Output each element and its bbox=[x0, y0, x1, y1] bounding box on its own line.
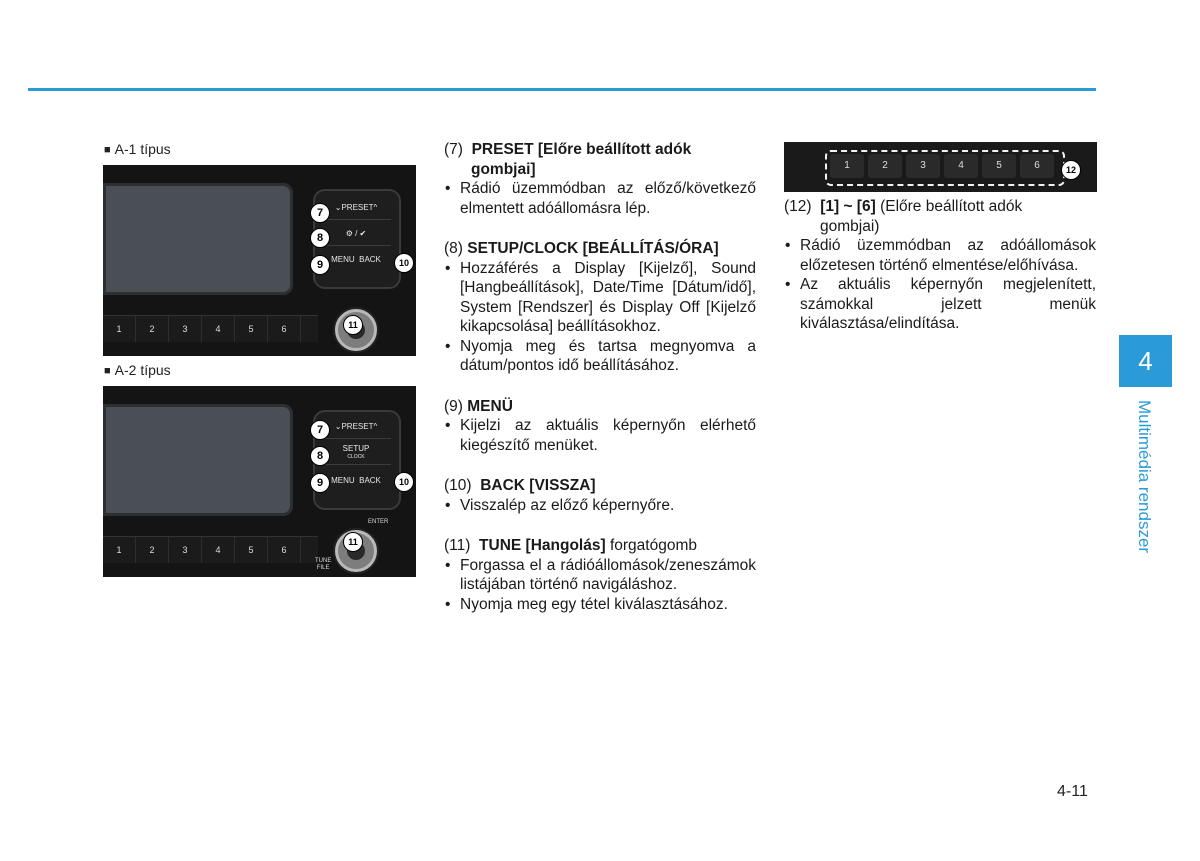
section-7-bullet-1: • Rádió üzemmódban az előző/következő elmentett adóállomásra lép. bbox=[444, 179, 756, 218]
section-12-heading-cont: gombjai) bbox=[820, 217, 880, 235]
section-7-heading-cont: gombjai] bbox=[471, 160, 536, 178]
enter-label: ENTER bbox=[368, 519, 389, 525]
callout-11: 11 bbox=[343, 315, 363, 335]
caption-a1: ■ A-1 típus bbox=[104, 141, 171, 157]
preset-num-2: 2 bbox=[136, 316, 169, 342]
section-10-bullet-1: • Visszalép az előző képernyőre. bbox=[444, 496, 756, 516]
preset-strip-2: 2 bbox=[868, 154, 902, 178]
callout-10: 10 bbox=[394, 253, 414, 273]
display-screen bbox=[103, 183, 293, 295]
section-9-bullet-1: • Kijelzi az aktuális képernyőn elérhető kiegészítő menüket. bbox=[444, 416, 756, 455]
section-11-bullet-1: • Forgassa el a rádióállomások/zeneszámok listájában történő navigáláshoz. bbox=[444, 556, 756, 595]
right-column bbox=[784, 197, 1096, 334]
preset-buttons-image bbox=[784, 142, 1097, 192]
callout-7: 7 bbox=[310, 203, 330, 223]
section-12-heading: (12) [1] ~ [6] (Előre beállított adók bbox=[784, 198, 1023, 215]
menu-back-row bbox=[321, 249, 391, 271]
page-number: 4-11 bbox=[1057, 783, 1088, 800]
preset-strip-6: 6 bbox=[1020, 154, 1054, 178]
header-rule bbox=[28, 88, 1096, 91]
section-12-bullet-2: • Az aktuális képernyőn megjelenített, számokkal jelzett menük kiválasztása/elindítása. bbox=[784, 275, 1096, 334]
menu-back-row bbox=[321, 470, 391, 492]
section-8-bullet-1: • Hozzáférés a Display [Kijelző], Sound [Hangbeállítások], Date/Time [Dátum/idő], System [Rendszer] és Display Off [Kijelző kikapcsolása] beállításokhoz. bbox=[444, 259, 756, 337]
caption-a2: ■ A-2 típus bbox=[104, 362, 171, 378]
preset-strip-5: 5 bbox=[982, 154, 1016, 178]
back-button-label: BACK bbox=[359, 476, 381, 485]
chapter-number-tab: 4 bbox=[1119, 335, 1172, 387]
tune-file-label: TUNE FILE bbox=[315, 558, 332, 571]
callout-11: 11 bbox=[343, 532, 363, 552]
back-button-label: BACK bbox=[359, 255, 381, 264]
preset-num-6: 6 bbox=[268, 316, 301, 342]
callout-9: 9 bbox=[310, 473, 330, 493]
callout-7: 7 bbox=[310, 420, 330, 440]
section-8-heading: (8) SETUP/CLOCK [BEÁLLÍTÁS/ÓRA] bbox=[444, 240, 719, 257]
callout-10: 10 bbox=[394, 472, 414, 492]
preset-button-label: ⌄PRESET^ bbox=[321, 416, 391, 439]
chapter-title: Multimédia rendszer bbox=[1135, 400, 1154, 554]
setup-clock-button-label: ⚙ / ✔ bbox=[321, 223, 391, 246]
section-12-bullet-1: • Rádió üzemmódban az adóállomások előzetesen történő elmentése/előhívása. bbox=[784, 236, 1096, 275]
menu-button-label: MENU bbox=[331, 476, 355, 485]
callout-8: 8 bbox=[310, 446, 330, 466]
callout-8: 8 bbox=[310, 228, 330, 248]
callout-12: 12 bbox=[1061, 160, 1081, 180]
preset-num-5: 5 bbox=[235, 316, 268, 342]
section-11-bullet-2: • Nyomja meg egy tétel kiválasztásához. bbox=[444, 595, 756, 615]
menu-button-label: MENU bbox=[331, 255, 355, 264]
preset-num-4: 4 bbox=[202, 537, 235, 563]
preset-num-3: 3 bbox=[169, 316, 202, 342]
preset-number-row bbox=[103, 536, 318, 563]
preset-num-3: 3 bbox=[169, 537, 202, 563]
preset-num-4: 4 bbox=[202, 316, 235, 342]
preset-num-1: 1 bbox=[103, 316, 136, 342]
preset-button-label: ⌄PRESET^ bbox=[321, 197, 391, 220]
preset-highlight-frame bbox=[825, 150, 1065, 186]
preset-num-2: 2 bbox=[136, 537, 169, 563]
section-7-heading: (7) PRESET [Előre beállított adók bbox=[444, 141, 692, 158]
preset-strip-4: 4 bbox=[944, 154, 978, 178]
preset-number-row bbox=[103, 315, 318, 342]
section-11-heading: (11) TUNE [Hangolás] forgatógomb bbox=[444, 537, 697, 554]
preset-num-1: 1 bbox=[103, 537, 136, 563]
panel-a2-image bbox=[103, 386, 416, 577]
display-screen bbox=[103, 404, 293, 516]
section-9-heading: (9) MENÜ bbox=[444, 397, 513, 415]
preset-num-6: 6 bbox=[268, 537, 301, 563]
setup-clock-button-label: SETUP CLOCK bbox=[321, 442, 391, 465]
section-8-bullet-2: • Nyomja meg és tartsa megnyomva a dátum/pontos idő beállításához. bbox=[444, 337, 756, 376]
panel-a1-image bbox=[103, 165, 416, 356]
preset-strip-1: 1 bbox=[830, 154, 864, 178]
callout-9: 9 bbox=[310, 255, 330, 275]
preset-strip-3: 3 bbox=[906, 154, 940, 178]
preset-num-5: 5 bbox=[235, 537, 268, 563]
section-10-heading: (10) BACK [VISSZA] bbox=[444, 477, 596, 494]
middle-column bbox=[444, 140, 756, 614]
